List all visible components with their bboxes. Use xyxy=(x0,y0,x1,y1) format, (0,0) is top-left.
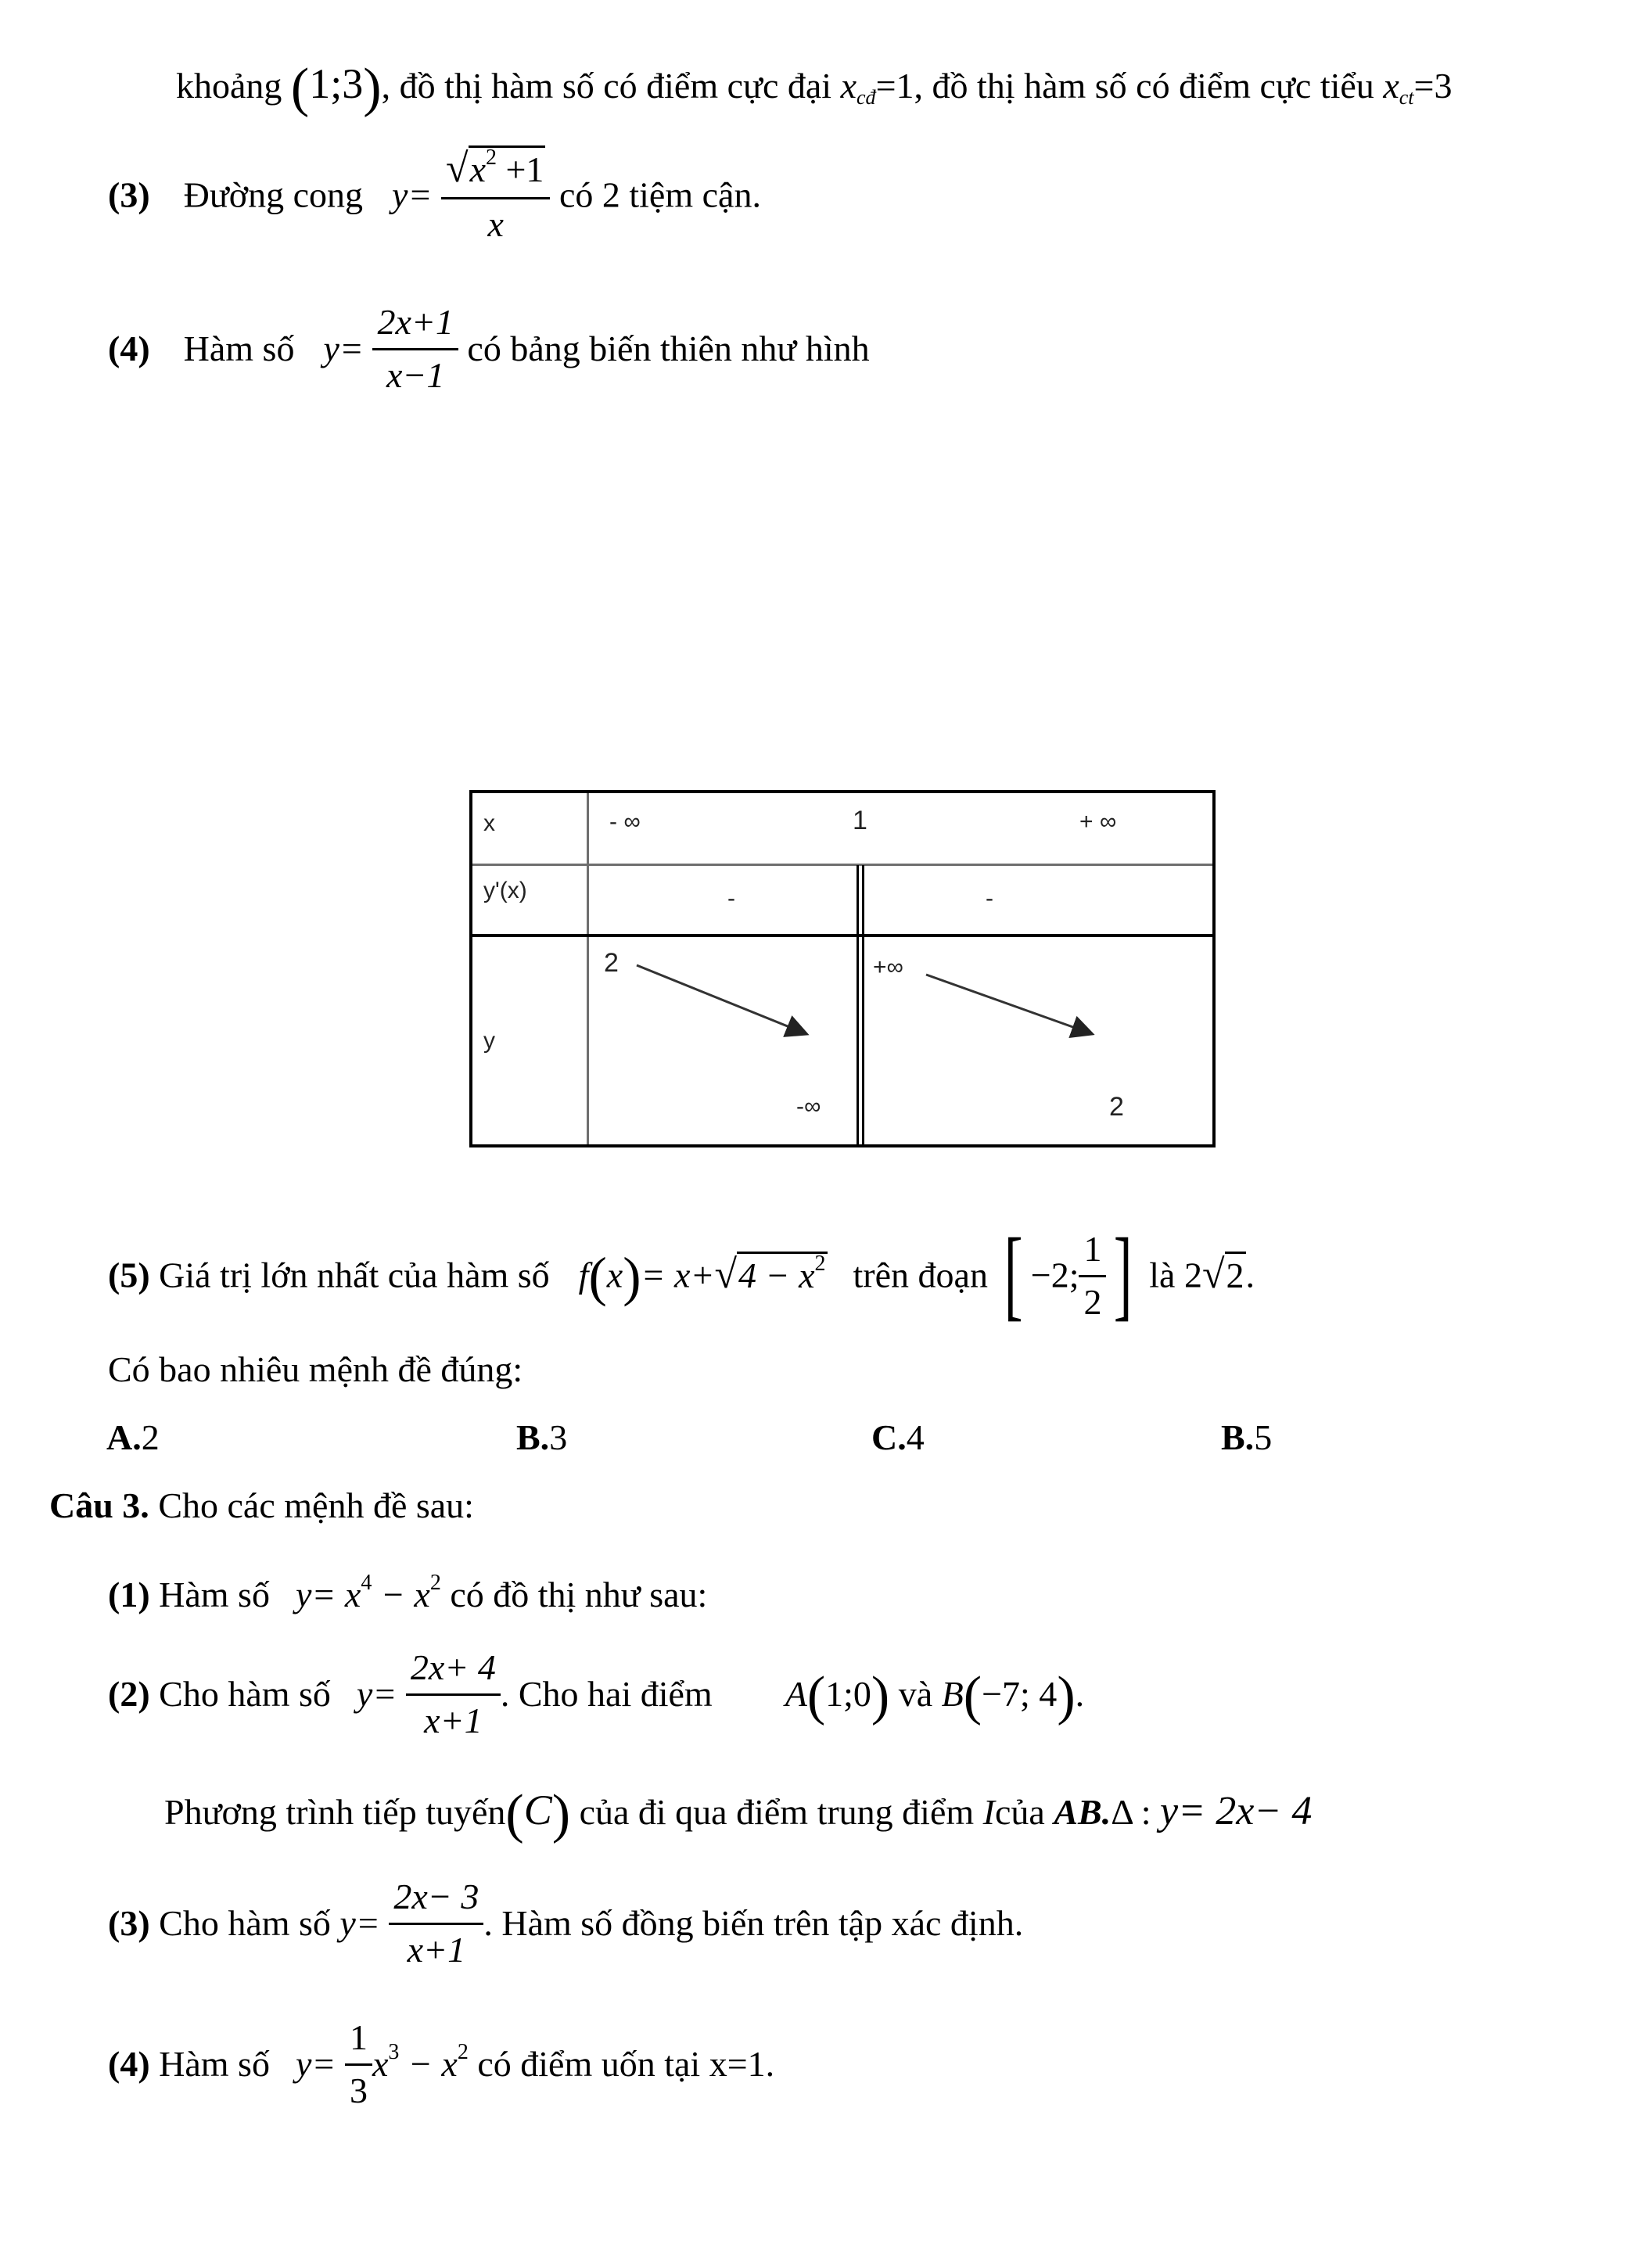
statement-text: Đường cong xyxy=(183,174,364,215)
y-right-end: 2 xyxy=(1109,1092,1124,1122)
statement-2-4 xyxy=(108,302,870,400)
divider-row1 xyxy=(472,864,1212,866)
statement-suffix: có 2 tiệm cận. xyxy=(558,174,761,215)
paren-close: ) xyxy=(551,1784,571,1844)
segment-left: −2; xyxy=(1030,1255,1079,1295)
divider-double-a xyxy=(857,865,859,1144)
statement-3-3 xyxy=(108,1877,1024,1974)
statement-3-2-tangent xyxy=(164,1784,1313,1844)
row-label-derivative: y'(x) xyxy=(483,878,527,903)
delta-symbol: Δ : xyxy=(1111,1792,1161,1832)
derivative-sign-left: - xyxy=(727,885,735,911)
tangent-equation: y= 2x− 4 xyxy=(1160,1789,1313,1833)
is-text: là xyxy=(1149,1255,1176,1295)
statement-text: Cho hàm số xyxy=(159,1673,331,1714)
point-b: B xyxy=(941,1673,964,1714)
x-value-1: 1 xyxy=(853,806,867,835)
numerator: 2x+ 4 xyxy=(406,1647,501,1696)
statement-2-3 xyxy=(108,145,761,249)
formula-lhs: y= xyxy=(295,2043,336,2084)
choice-letter: C. xyxy=(871,1417,907,1457)
radical-sign-icon: √ xyxy=(446,146,469,191)
fraction xyxy=(372,302,458,397)
arrow-down-right-icon xyxy=(926,975,1090,1033)
interval-open: ( xyxy=(290,58,310,118)
denominator: 3 xyxy=(349,2070,368,2110)
statement-suffix: có bảng biến thiên như hình xyxy=(467,328,870,368)
on-segment-text: trên đoạn xyxy=(853,1255,988,1295)
statement-suffix: . Hàm số đồng biến trên tập xác định. xyxy=(483,1902,1024,1943)
sup-2: 2 xyxy=(457,2039,469,2064)
denominator: x−1 xyxy=(386,354,445,395)
x-value-pos-inf: + ∞ xyxy=(1079,809,1117,835)
choice-c[interactable] xyxy=(871,1417,925,1457)
decreasing-arrows xyxy=(472,793,1212,1144)
choice-value: 4 xyxy=(906,1417,925,1457)
xcd-value: =1, đồ thị hàm số có điểm cực tiểu xyxy=(875,66,1374,106)
period: . xyxy=(1245,1255,1255,1295)
xct-value: =3 xyxy=(1413,66,1453,106)
sqrt xyxy=(446,145,545,192)
result-sqrt xyxy=(1201,1252,1246,1297)
x-cubed: x xyxy=(372,2043,389,2084)
choice-value: 3 xyxy=(549,1417,568,1457)
y-right-start: +∞ xyxy=(873,954,903,980)
sup-3: 3 xyxy=(388,2039,400,2064)
y-left-end: -∞ xyxy=(796,1094,821,1119)
choice-letter: B. xyxy=(516,1417,550,1457)
formula-mid: − x xyxy=(372,1575,430,1614)
statement-text: Hàm số xyxy=(159,1575,270,1614)
segment-ab: AB. xyxy=(1054,1792,1112,1832)
question-intro: Cho các mệnh đề sau: xyxy=(158,1485,474,1525)
formula-lhs: y= xyxy=(392,174,433,215)
paren-close: ) xyxy=(623,1247,641,1308)
of-text: của xyxy=(994,1792,1045,1832)
result-rad: 2 xyxy=(1225,1252,1246,1295)
fraction xyxy=(345,2017,372,2112)
choice-b[interactable] xyxy=(516,1417,568,1457)
interval-close: ) xyxy=(363,58,382,118)
point-i: I xyxy=(982,1792,995,1832)
statement-2-5 xyxy=(108,1218,1255,1331)
question-prompt: Có bao nhiêu mệnh đề đúng: xyxy=(108,1349,523,1389)
period: . xyxy=(1075,1673,1085,1714)
fx-arg: x xyxy=(606,1255,623,1295)
tangent-mid: của đi qua điểm trung điểm xyxy=(579,1792,975,1832)
statement-label: (3) xyxy=(108,1902,150,1943)
statement-suffix: có điểm uốn tại x=1. xyxy=(477,2043,775,2084)
divider-double-b xyxy=(862,865,864,1144)
derivative-sign-right: - xyxy=(986,885,993,911)
statement-label: (3) xyxy=(108,174,150,215)
divider-row2 xyxy=(472,934,1212,937)
statement-label: (2) xyxy=(108,1673,150,1714)
tangent-text: Phương trình tiếp tuyến xyxy=(164,1792,506,1832)
fraction xyxy=(441,145,550,246)
statement-text: Hàm số xyxy=(159,2043,270,2084)
numerator: 2x+1 xyxy=(372,302,458,350)
xct-sub: ct xyxy=(1399,86,1414,109)
statement-3-1 xyxy=(108,1572,707,1613)
divider-col1 xyxy=(587,793,589,1144)
numerator: 2x− 3 xyxy=(389,1877,483,1925)
choice-value: 2 xyxy=(141,1417,160,1457)
point-a-coords: 1;0 xyxy=(825,1673,871,1714)
segment-fraction xyxy=(1079,1229,1106,1323)
formula-lhs: y= xyxy=(339,1902,380,1943)
line-extrema xyxy=(176,58,1453,118)
and-text: và xyxy=(898,1673,933,1714)
question-3-heading xyxy=(49,1485,474,1525)
paren-open: ( xyxy=(963,1665,982,1726)
choice-letter: B. xyxy=(1221,1417,1255,1457)
x-value-neg-inf: - ∞ xyxy=(609,809,641,835)
statement-text: Cho hàm số xyxy=(159,1902,331,1943)
statement-label: (1) xyxy=(108,1575,150,1614)
statement-3-2 xyxy=(108,1647,1085,1745)
choice-a[interactable] xyxy=(106,1417,160,1457)
statement-label: (5) xyxy=(108,1255,150,1295)
result-coef: 2 xyxy=(1183,1255,1202,1295)
statement-text: Giá trị lớn nhất của hàm số xyxy=(159,1255,550,1295)
sqrt xyxy=(715,1253,828,1295)
segment-den: 2 xyxy=(1083,1281,1102,1322)
sup-4: 4 xyxy=(361,1571,372,1595)
choice-letter: A. xyxy=(106,1417,142,1457)
rad-sup: 2 xyxy=(814,1251,826,1276)
statement-label: (4) xyxy=(108,2043,150,2084)
xcd-var: x xyxy=(840,66,857,106)
formula-lhs: y= xyxy=(323,328,364,368)
minus-x: − x xyxy=(399,2043,458,2084)
num-sup: 2 xyxy=(485,145,497,170)
question-number: Câu 3. xyxy=(49,1485,149,1525)
statement-label: (4) xyxy=(108,328,150,368)
statement-suffix: có đồ thị như sau: xyxy=(450,1575,708,1614)
variation-table xyxy=(469,790,1216,1147)
num-var: x xyxy=(469,149,486,189)
denominator: x xyxy=(487,203,504,244)
interval-values: 1;3 xyxy=(309,60,364,107)
xct-var: x xyxy=(1383,66,1399,106)
point-a: A xyxy=(785,1673,807,1714)
num-rest: +1 xyxy=(496,149,544,189)
denominator: x+1 xyxy=(424,1700,483,1740)
sup-2: 2 xyxy=(429,1571,441,1595)
paren-open: ( xyxy=(806,1665,826,1726)
denominator: x+1 xyxy=(407,1929,466,1970)
paren-open: ( xyxy=(505,1784,524,1844)
point-b-coords: −7; 4 xyxy=(982,1673,1058,1714)
arrow-down-left-icon xyxy=(637,965,805,1033)
numerator: 1 xyxy=(345,2017,372,2066)
choice-d[interactable] xyxy=(1221,1417,1273,1457)
statement-text: Hàm số xyxy=(183,328,295,368)
text-extrema-mid: , đồ thị hàm số có điểm cực đại xyxy=(381,66,832,106)
xcd-sub: cđ xyxy=(857,86,876,109)
bracket-open-icon: [ xyxy=(1004,1218,1024,1331)
segment-num: 1 xyxy=(1079,1229,1106,1277)
choice-value: 5 xyxy=(1254,1417,1273,1457)
formula-lhs: y= xyxy=(356,1673,397,1714)
fraction xyxy=(406,1647,501,1742)
curve-name: C xyxy=(523,1787,552,1833)
row-label-x: x xyxy=(483,810,495,836)
paren-open: ( xyxy=(588,1247,607,1308)
radical-sign-icon: √ xyxy=(714,1252,738,1297)
fraction xyxy=(389,1877,483,1971)
radical-sign-icon: √ xyxy=(1201,1252,1225,1297)
paren-close: ) xyxy=(1057,1665,1076,1726)
paren-close: ) xyxy=(871,1665,890,1726)
rad-body: 4 − x xyxy=(738,1255,815,1295)
statement-3-4 xyxy=(108,2017,775,2115)
fx-eq: = x+ xyxy=(641,1255,715,1295)
formula-lhs: y= x xyxy=(295,1575,361,1614)
bracket-close-icon: ] xyxy=(1114,1218,1133,1331)
y-left-start: 2 xyxy=(604,948,619,978)
row-label-y: y xyxy=(483,1028,495,1054)
fx-name: f xyxy=(578,1255,589,1295)
text-khoang: khoảng xyxy=(176,66,282,106)
statement-after: . Cho hai điểm xyxy=(500,1673,713,1714)
